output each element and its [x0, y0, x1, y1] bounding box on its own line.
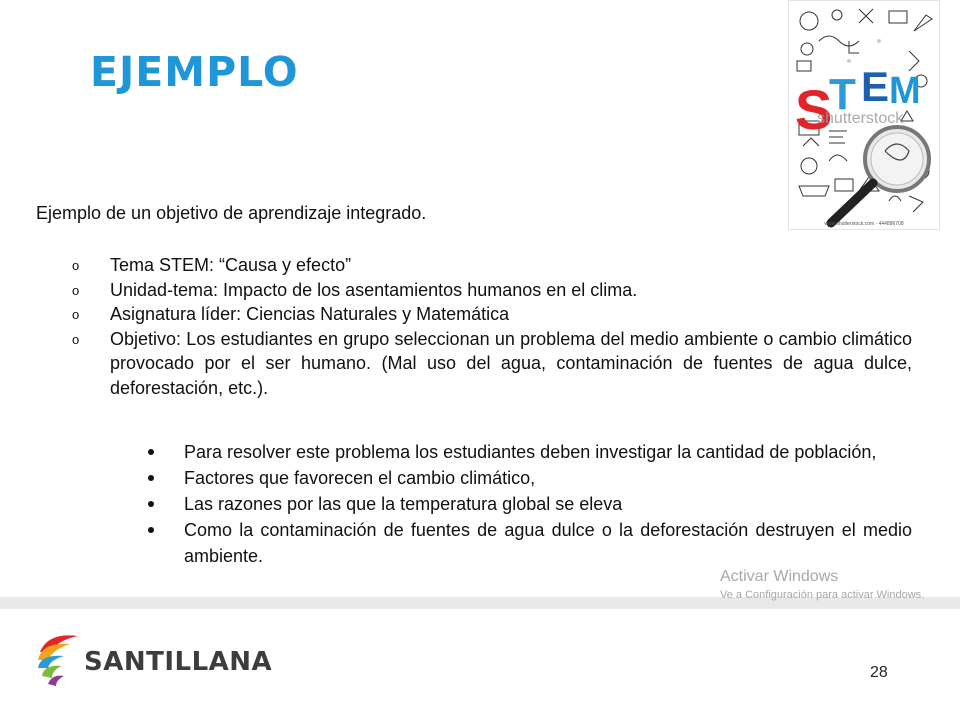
list-item-text: Asignatura líder: Ciencias Naturales y Matemática [110, 304, 510, 324]
list-item [72, 253, 912, 278]
bullet-dot-icon [148, 501, 154, 507]
circle-bullet-icon: o [72, 331, 80, 347]
stem-doodle-graphic [789, 1, 939, 229]
slide-title: EJEMPLO [90, 48, 299, 96]
image-caption: www.shutterstock.com · 444886708 [824, 221, 904, 227]
logo-wordmark: SANTILLANA [84, 647, 273, 677]
list-item [146, 465, 912, 491]
list-item-text: Objetivo: Los estudiantes en grupo seleccionan un problema del medio ambiente o cambio climático provocado por el ser humano. (Mal uso del agua, contaminación de fuentes de agua dulce, deforestación, etc.). [110, 328, 912, 398]
list-item [146, 491, 912, 517]
list-item-text: Tema STEM: “Causa y efecto” [110, 255, 352, 275]
magnifier-icon [831, 127, 929, 223]
objective-list [72, 253, 912, 400]
stem-letter-t: T [829, 70, 856, 119]
list-item-text: Unidad-tema: Impacto de los asentamientos humanos en el clima. [110, 279, 638, 300]
bullet-dot-icon [148, 475, 154, 481]
bullet-dot-icon [148, 527, 154, 533]
sub-point-list [146, 439, 912, 569]
activate-windows-watermark [720, 566, 924, 602]
stem-illustration [788, 0, 940, 230]
list-item [72, 278, 912, 303]
bullet-dot-icon [148, 449, 154, 455]
list-item-text: Las razones por las que la temperatura global se eleva [184, 494, 623, 514]
stem-letter-s: S [795, 78, 833, 141]
santillana-logo-icon [34, 630, 86, 692]
activate-windows-title: Activar Windows [720, 568, 839, 585]
circle-bullet-icon: o [72, 282, 80, 298]
list-item [146, 517, 912, 569]
list-item-text: Factores que favorecen el cambio climático, [184, 468, 536, 488]
circle-bullet-icon: o [72, 307, 80, 322]
santillana-logo [34, 630, 273, 692]
page-number: 28 [870, 664, 888, 681]
watermark-text: shutterstock [817, 110, 904, 127]
list-item [72, 302, 912, 327]
stem-letter-m: M [889, 70, 921, 112]
activate-windows-subtitle: Ve a Configuración para activar Windows. [720, 589, 925, 601]
list-item-text: Para resolver este problema los estudiantes deben investigar la cantidad de población, [184, 442, 877, 462]
list-item-text: Como la contaminación de fuentes de agua dulce o la deforestación destruyen el medio ambiente. [184, 520, 912, 566]
stem-letter-e: E [861, 63, 890, 110]
list-item [146, 439, 912, 465]
list-item [72, 327, 912, 401]
circle-bullet-icon: o [72, 258, 80, 273]
intro-text: Ejemplo de un objetivo de aprendizaje integrado. [36, 203, 427, 223]
